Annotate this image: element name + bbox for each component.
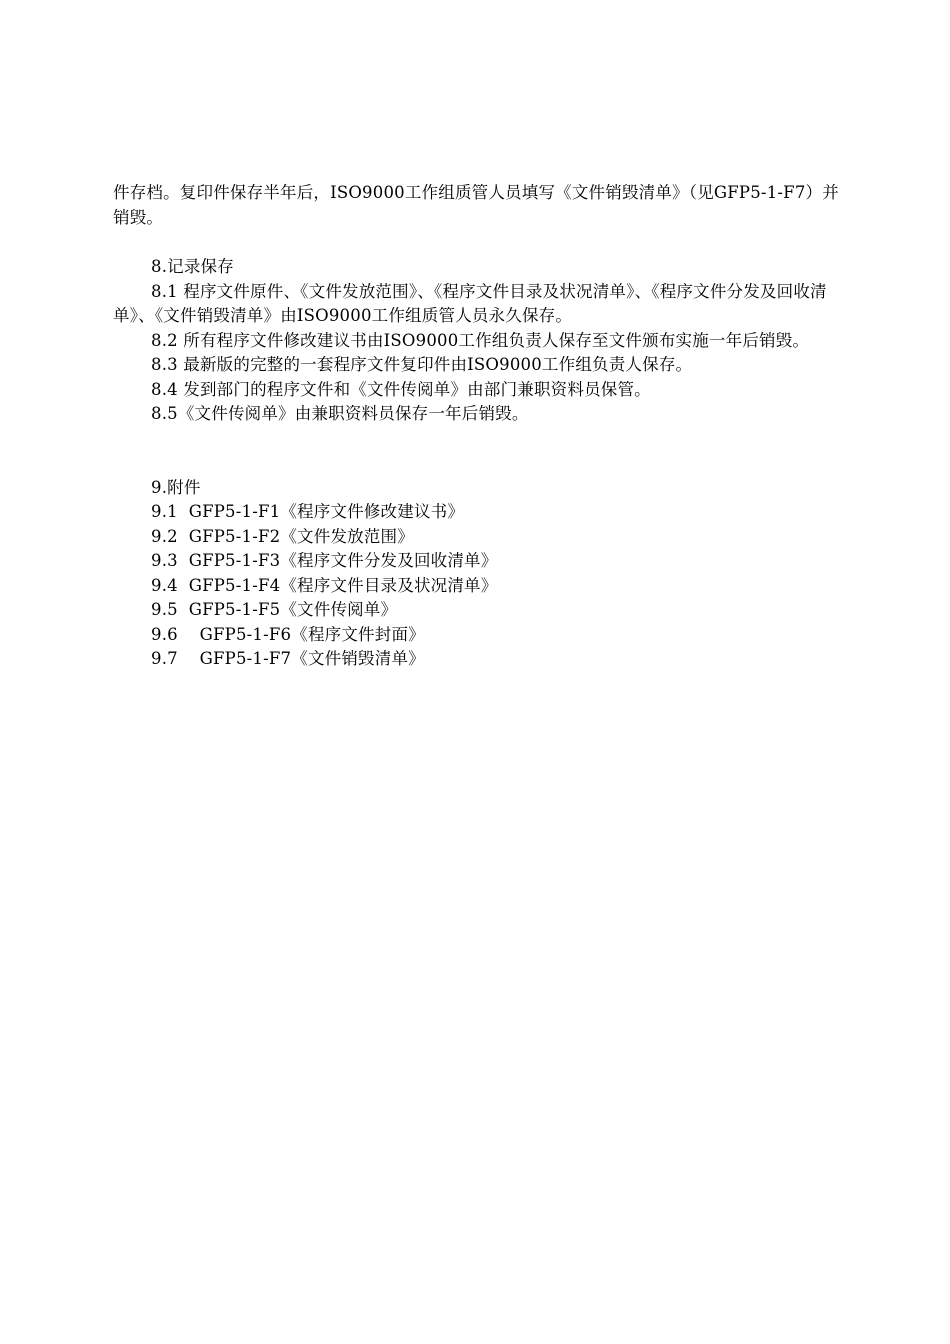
section-8-item-4: 8.4 发到部门的程序文件和《文件传阅单》由部门兼职资料员保管。 [151, 379, 651, 399]
section-9-heading: 9.附件 [151, 477, 201, 497]
intro-paragraph: 件存档。复印件保存半年后，ISO9000工作组质管人员填写《文件销毁清单》（见GFP5-1-F7）并销毁。 [113, 183, 839, 227]
attachment-item-7: 9.7 GFP5-1-F7《文件销毁清单》 [151, 649, 425, 668]
spacer [113, 427, 839, 476]
section-8-item-5: 8.5《文件传阅单》由兼职资料员保存一年后销毁。 [151, 404, 529, 423]
section-8-item-2: 8.2 所有程序文件修改建议书由ISO9000工作组负责人保存至文件颁布实施一年后销毁。 [151, 330, 810, 350]
document-body [113, 181, 839, 672]
attachment-item-4: 9.4 GFP5-1-F4《程序文件目录及状况清单》 [151, 575, 498, 595]
section-8-item-1: 8.1 程序文件原件、《文件发放范围》、《程序文件目录及状况清单》、《程序文件分发及回收清单》、《文件销毁清单》由ISO9000工作组质管人员永久保存。 [113, 281, 827, 325]
attachment-item-3: 9.3 GFP5-1-F3《程序文件分发及回收清单》 [151, 551, 498, 570]
attachment-item-1: 9.1 GFP5-1-F1《程序文件修改建议书》 [151, 502, 465, 521]
spacer [113, 230, 839, 255]
section-8-item-3: 8.3 最新版的完整的一套程序文件复印件由ISO9000工作组负责人保存。 [151, 355, 693, 374]
attachment-item-6: 9.6 GFP5-1-F6《程序文件封面》 [151, 624, 425, 644]
attachment-item-2: 9.2 GFP5-1-F2《文件发放范围》 [151, 526, 414, 546]
attachment-item-5: 9.5 GFP5-1-F5《文件传阅单》 [151, 600, 398, 619]
section-8-heading: 8.记录保存 [151, 257, 234, 276]
